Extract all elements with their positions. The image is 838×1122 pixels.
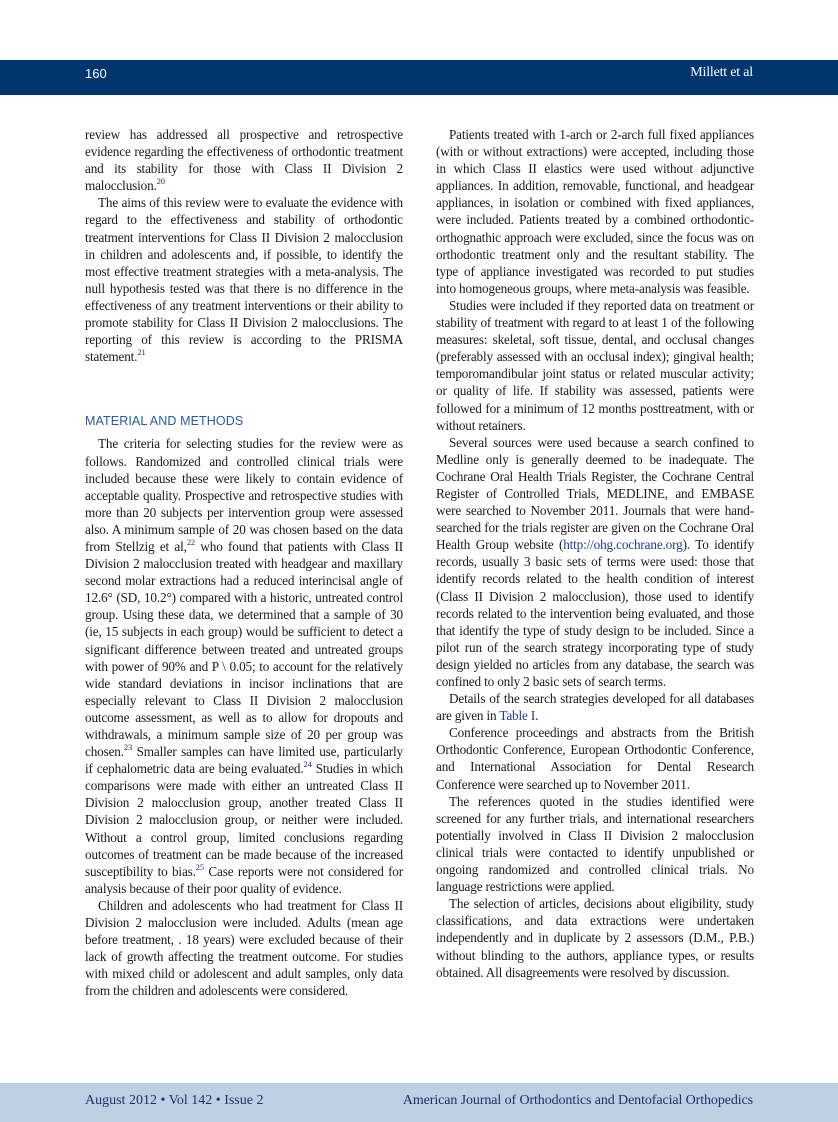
paragraph-text: Case reports were not considered for analysis because of their poor quality of evidence.: [85, 863, 403, 896]
paragraph-text: The references quoted in the studies identified were screened for any further trials, and international researchers potentially involved in Class II Division 2 malocclusion clinical trials were contacted to identify unpublished or ongoing randomized and controlled clinical trials. No language restrictions were applied.: [436, 793, 754, 895]
issue-info: August 2012 • Vol 142 • Issue 2: [85, 1093, 264, 1108]
paragraph-text: Patients treated with 1-arch or 2-arch full fixed appliances (with or without extractions) were accepted, including those in which Class II elastics were used without adjunctive appliances. In addition, removable, functional, and headgear appliances, in isolation or combined with fixed appliances, were included. Patients treated by a combined orthodontic-orthognathic approach were excluded, since the focus was on orthodontic treatment only and the resultant stability. The type of appliance investigated was recorded to put studies into homogeneous groups, where meta-analysis was feasible.: [436, 127, 754, 296]
table-i-link[interactable]: Table I: [499, 708, 536, 724]
section-heading-methods: MATERIAL AND METHODS: [85, 414, 244, 429]
journal-name: American Journal of Orthodontics and Dentofacial Orthopedics: [402, 1093, 753, 1108]
paragraph-text: The selection of articles, decisions about eligibility, study classifications, and data extractions were undertaken independently and in duplicate by 2 assessors (D.M., P.B.) without blinding to the authors, appliance types, or results obtained. All disagreements were resolved by discussion.: [436, 896, 754, 980]
page-number: 160: [85, 66, 107, 81]
paragraph-sources: [436, 434, 754, 690]
paragraph-participants: [85, 897, 403, 1000]
citation-ref[interactable]: 24: [303, 759, 312, 770]
paragraph-text: Several sources were used because a search confined to Medline only is generally deemed to be inadequate. The Cochrane Oral Health Trials Register, the Cochrane Central Register of Controlled Trials, MEDLINE, and EMBASE were searched to November 2011. Journals that were hand-searched for the trials register are given on the Cochrane Oral Health Group website (: [436, 434, 754, 553]
section-spacer: [85, 365, 403, 413]
paragraph-text: ). To identify records, usually 3 basic sets of terms were used: those that identify records related to the health condition of interest (Class II Division 2 malocclusion), those used to identify records related to the intervention being evaluated, and those that identify the type of study design to be included. Since a pilot run of the search strategy incorporating type of study design yielded no articles from any database, the search was confined to only 2 basic sets of search terms.: [436, 537, 754, 689]
paragraph-text: Conference proceedings and abstracts from the British Orthodontic Conference, European Orthodontic Conference, and International Association for Dental Research Conference were searched up to November 2011.: [436, 725, 754, 792]
paragraph-conferences: [436, 724, 754, 792]
citation-ref[interactable]: 22: [186, 536, 196, 547]
paragraph-text: Studies were included if they reported data on treatment or stability of treatment with regard to at least 1 of the following measures: skeletal, soft tissue, dental, and occlusal changes (preferably assessed with an occlusal index); gingival health; temporomandibular joint status or related muscular activity; or quality of life. If stability was assessed, patients were followed for a minimum of 12 months posttreatment, with or without retainers.: [436, 297, 754, 433]
paragraph-text: Details of the search strategies developed for all databases are given in: [436, 691, 754, 724]
paragraph-text: review has addressed all prospective and retrospective evidence regarding the effectiveness of orthodontic treatment and its stability for those with Class II Division 2 malocclusion.: [85, 127, 403, 194]
paragraph-outcomes: [436, 297, 754, 434]
left-column: [85, 126, 403, 1000]
cochrane-website-link[interactable]: http://ohg.cochrane.org: [563, 537, 683, 553]
citation-ref[interactable]: 25: [195, 861, 204, 872]
paragraph-text: .: [535, 708, 539, 724]
right-column: [436, 126, 754, 981]
citation-ref[interactable]: 20: [156, 176, 165, 187]
paragraph-selection: [436, 895, 754, 980]
citation-ref[interactable]: 21: [137, 347, 146, 358]
paragraph-search-details: [436, 690, 754, 724]
paragraph-aims: [85, 194, 403, 365]
paragraph-text: The aims of this review were to evaluate the evidence with regard to the effectiveness and stability of orthodontic treatment interventions for Class II Division 2 malocclusion in children and adolescents and, if possible, to identify the most effective treatment strategies with a meta-analysis. The null hypothesis tested was that there is no difference in the effectiveness of any treatment interventions or their ability to promote stability for Class II Division 2 malocclusions. The reporting of this review is according to the PRISMA statement.: [85, 195, 403, 365]
citation-ref[interactable]: 23: [123, 742, 133, 753]
paragraph-text: Studies in which comparisons were made with either an untreated Class II Division 2 malocclusion group, another treated Class II Division 2 malocclusion group, or neither were included. Without a control group, limited conclusions regarding outcomes of treatment can be made because of the increased susceptibility to bias.: [85, 761, 403, 879]
paragraph-text: The criteria for selecting studies for the review were as follows. Randomized and controlled clinical trials were included because these were likely to contain evidence of acceptable quality. Prospective and retrospective studies with more than 20 subjects per intervention group were assessed also. A minimum sample of 20 was chosen based on the data from Stellzig et al,: [85, 436, 403, 554]
paragraph-references: [436, 793, 754, 896]
paragraph-criteria: [85, 435, 403, 897]
page-header-band: [0, 60, 838, 95]
paragraph: [85, 126, 403, 194]
running-head-authors: Millett et al: [690, 65, 753, 80]
page-footer-band: [0, 1083, 838, 1122]
paragraph-text: Smaller samples can have limited use, particularly if cephalometric data are being evaluated.: [85, 744, 403, 777]
paragraph-text: Children and adolescents who had treatment for Class II Division 2 malocclusion were included. Adults (mean age before treatment, . 18 years) were excluded because of their lack of growth affecting the treatment outcome. For studies with mixed child or adolescent and adult samples, only data from the children and adolescents were considered.: [85, 897, 403, 999]
paragraph-interventions: [436, 126, 754, 297]
paragraph-text: who found that patients with Class II Division 2 malocclusion treated with headgear and maxillary second molar extractions had a reduced interincisal angle of 12.6° (SD, 10.2°) compared with a historic, untreated control group. Using these data, we determined that a sample of 30 (ie, 15 subjects in each group) would be sufficient to detect a significant difference between treated and untreated groups with power of 90% and P \ 0.05; to account for the relatively wide standard deviations in incisor inclinations that are especially relevant to Class II Division 2 malocclusion outcome assessment, as well as to allow for dropouts and withdrawals, a minimum sample size of 20 per group was chosen.: [85, 538, 403, 760]
